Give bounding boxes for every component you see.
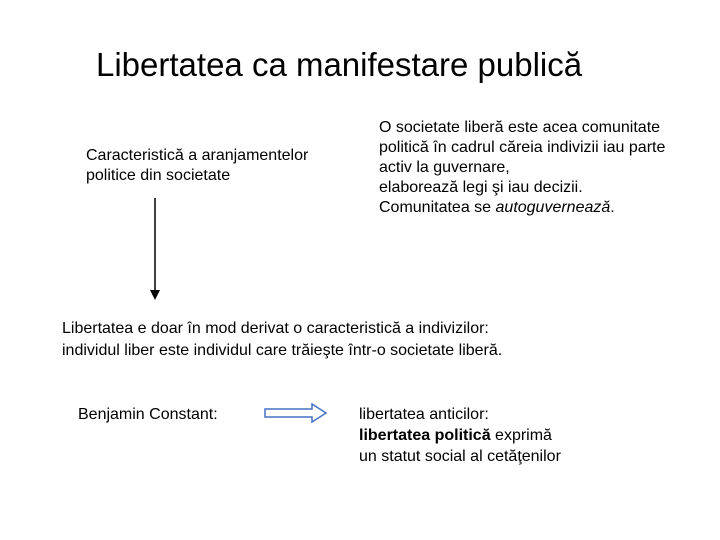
definition-line-5-suffix: . [610,199,615,216]
ancients-liberty [359,404,561,467]
slide-title: Libertatea ca manifestare publică [96,46,583,83]
right-block-arrow [265,404,326,422]
ancients-line-2 [359,425,561,446]
ancients-line-2-suffix: exprimă [490,427,552,444]
ancients-line-3: un statut social al cetăţenilor [359,448,561,465]
characteristic-line-1: Caracteristică a aranjamentelor [86,147,309,164]
definition-line-2: politică în cadrul căreia indivizii iau parte [379,139,666,156]
ancients-line-1: libertatea anticilor: [359,406,489,423]
derived-line-1: Libertatea e doar în mod derivat o caracteristică a indivizilor: [62,320,489,337]
definition-line-5-prefix: Comunitatea se [379,199,496,216]
characteristic-line-2: politice din societate [86,167,231,184]
definition-line-4: elaborează legi şi iau decizii. [379,179,583,196]
definition-line-1: O societate liberă este acea comunitate [379,119,661,136]
self-government-term: autoguvernează [495,199,611,216]
derived-line-2: individul liber este individul care trăieşte într-o societate liberă. [62,342,503,359]
definition-line-3: activ la guvernare, [379,159,510,176]
political-liberty-term: libertatea politică [359,427,491,444]
benjamin-constant-label: Benjamin Constant: [78,406,218,423]
